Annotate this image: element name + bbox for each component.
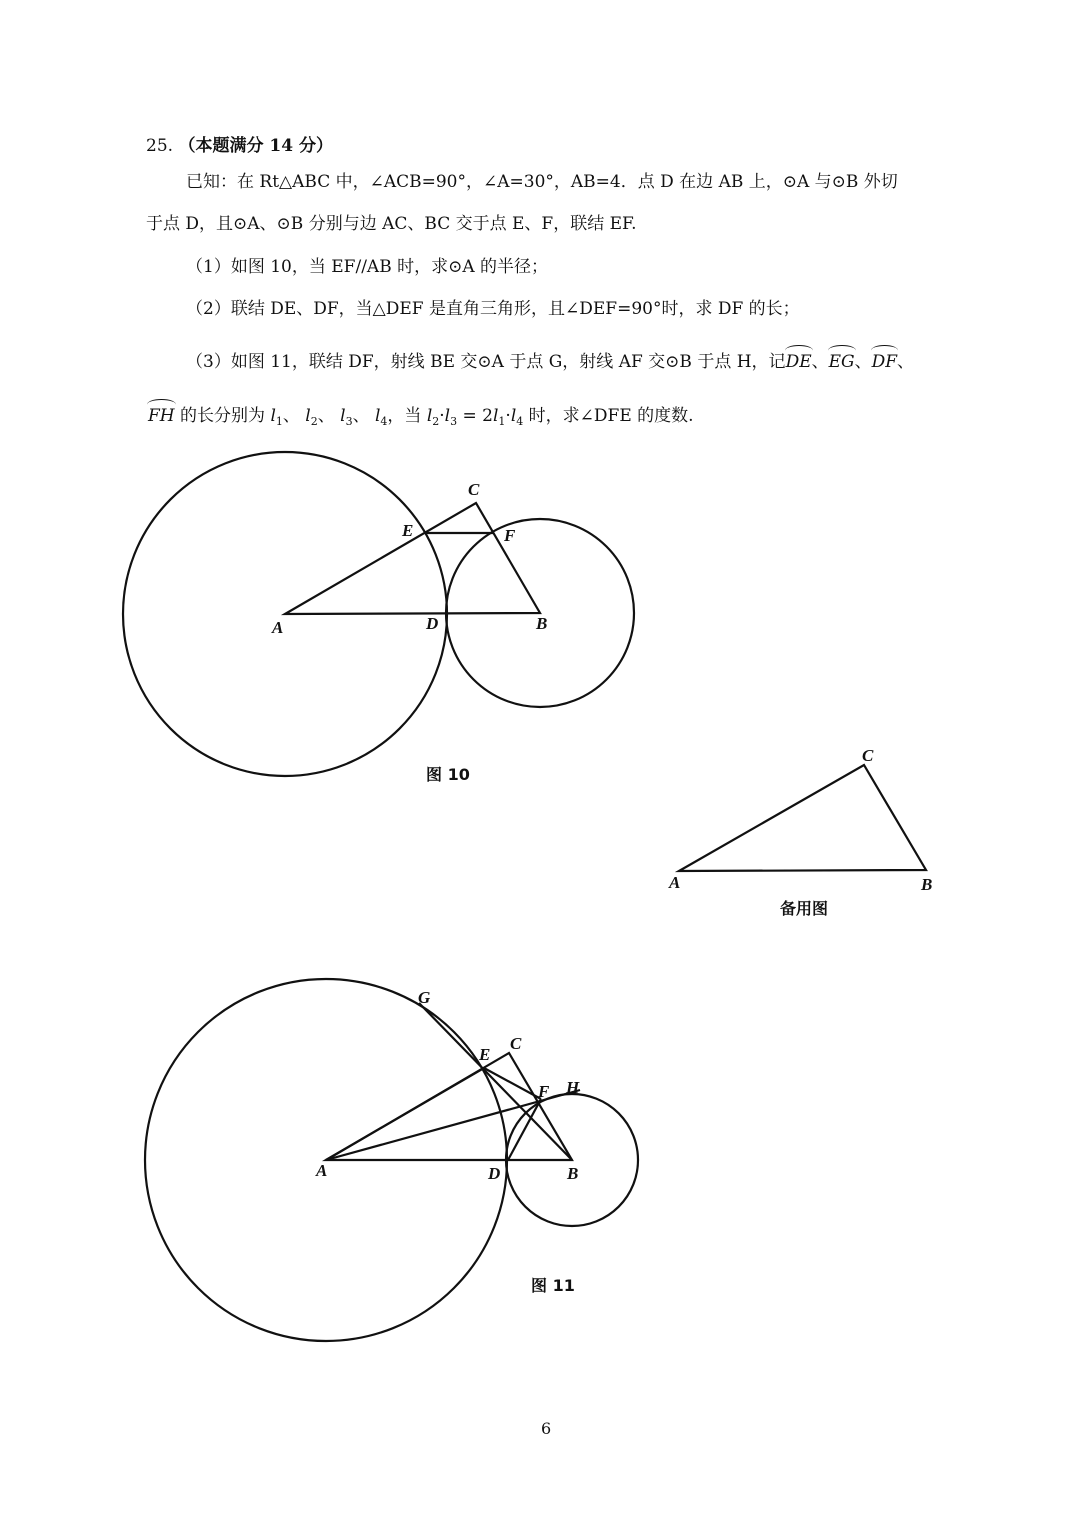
- triangle-abc-fig10: [285, 503, 540, 614]
- figure-10: [123, 452, 634, 776]
- arc-de: DE: [785, 352, 812, 372]
- spare-figure-caption: 备用图: [780, 899, 829, 918]
- arc-df: DF: [871, 352, 898, 372]
- label-c-fig11: C: [510, 1034, 522, 1053]
- condition-equation: $l_2\cdot l_3 = 2l_1\cdot l_4$: [426, 406, 524, 428]
- label-f-fig10: F: [504, 526, 516, 545]
- question-1: （1）如图 10，当 EF//AB 时，求⊙A 的半径；: [186, 257, 549, 277]
- label-b-spare: B: [921, 875, 933, 894]
- question-3-line-1: （3）如图 11，联结 DF，射线 BE 交⊙A 于点 G，射线 AF 交⊙B 于点 H，记DE、EG、DF、: [186, 352, 915, 372]
- label-e-fig11: E: [479, 1045, 491, 1064]
- triangle-abc-spare: [679, 765, 926, 871]
- label-d-fig11: D: [488, 1164, 501, 1183]
- label-f-fig11: F: [538, 1082, 550, 1101]
- label-a-spare: A: [669, 873, 681, 892]
- label-c-fig10: C: [468, 480, 480, 499]
- arc-fh: FH: [148, 406, 175, 426]
- label-a-fig11: A: [316, 1161, 328, 1180]
- label-h-fig11: H: [566, 1078, 580, 1097]
- label-a-fig10: A: [272, 618, 284, 637]
- label-b-fig11: B: [567, 1164, 579, 1183]
- spare-figure: [679, 765, 926, 871]
- label-c-spare: C: [862, 746, 874, 765]
- figure-11-caption: 图 11: [531, 1276, 575, 1295]
- problem-number: 25.: [146, 136, 174, 156]
- segment-ef-fig11: [484, 1068, 541, 1099]
- question-2: （2）联结 DE、DF，当△DEF 是直角三角形，且∠DEF=90°时，求 DF 的长；: [186, 299, 800, 319]
- label-d-fig10: D: [426, 614, 439, 633]
- label-e-fig10: E: [402, 521, 414, 540]
- problem-intro-line-1: 已知：在 Rt△ABC 中，∠ACB=90°，∠A=30°，AB=4．点 D 在边 AB 上，⊙A 与⊙B 外切: [186, 172, 898, 192]
- problem-score: （本题满分 14 分）: [178, 136, 333, 156]
- segment-ae-fig11: [326, 1068, 484, 1160]
- question-3-line-2: FH 的长分别为 $l_1$、 $l_2$、 $l_3$、 $l_4$，当 $l_2\cdot l_3 = 2l_1\cdot l_4$ 时，求∠DFE 的度数.: [148, 406, 694, 428]
- figure-10-caption: 图 10: [426, 765, 470, 784]
- problem-intro-line-2: 于点 D，且⊙A、⊙B 分别与边 AC、BC 交于点 E、F，联结 EF.: [146, 214, 637, 234]
- label-b-fig10: B: [536, 614, 548, 633]
- page-number: 6: [541, 1419, 552, 1438]
- arc-eg: EG: [828, 352, 855, 372]
- label-g-fig11: G: [418, 988, 431, 1007]
